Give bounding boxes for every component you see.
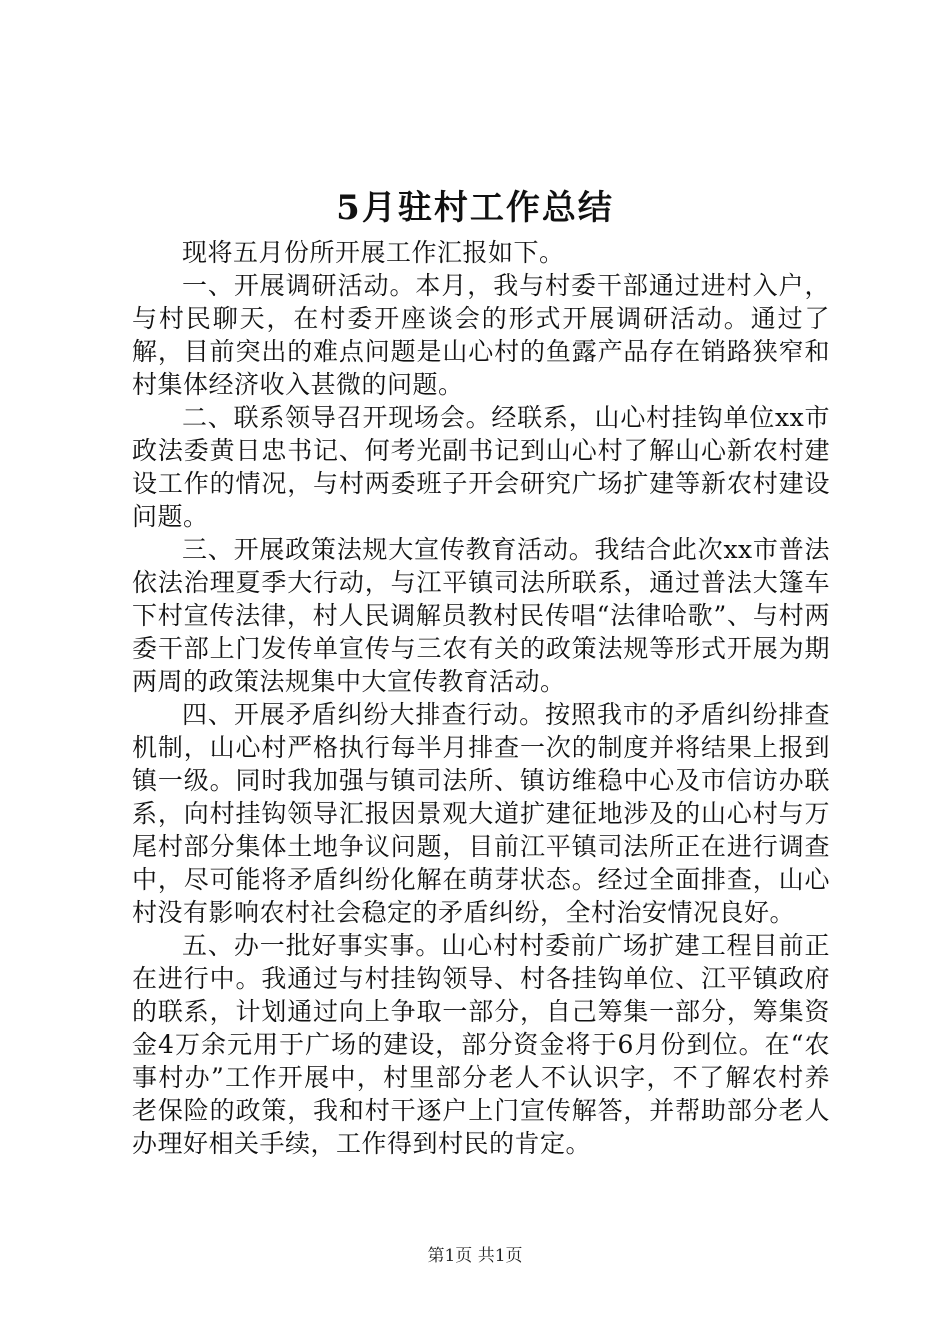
document-body [132,236,830,1160]
document-title: 5月驻村工作总结 [336,188,614,228]
paragraph-intro: 现将五月份所开展工作汇报如下。 [182,238,565,267]
paragraph-practical-work: 五、办一批好事实事。山心村村委前广场扩建工程目前正在进行中。我通过与村挂钩领导、村各挂钩单位、江平镇政府的联系，计划通过向上争取一部分，自己筹集一部分，筹集资金4万余元用于广场的建设，部分资金将于6月份到位。在“农事村办”工作开展中，村里部分老人不认识字，不了解农村养老保险的政策，我和村干逐户上门宣传解答，并帮助部分老人办理好相关手续，工作得到村民的肯定。 [132,931,830,1158]
page-number-footer: 第1页 共1页 [427,1246,523,1266]
paragraph-law-education: 三、开展政策法规大宣传教育活动。我结合此次xx市普法依法治理夏季大行动，与江平镇司法所联系，通过普法大篷车下村宣传法律，村人民调解员教村民传唱“法律哈歌”、与村两委干部上门发传单宣传与三农有关的政策法规等形式开展为期两周的政策法规集中大宣传教育活动。 [132,535,830,696]
paragraph-dispute-resolution: 四、开展矛盾纠纷大排查行动。按照我市的矛盾纠纷排查机制，山心村严格执行每半月排查一次的制度并将结果上报到镇一级。同时我加强与镇司法所、镇访维稳中心及市信访办联系，向村挂钩领导汇报因景观大道扩建征地涉及的山心村与万尾村部分集体土地争议问题，目前江平镇司法所正在进行调查中，尽可能将矛盾纠纷化解在萌芽状态。经过全面排查，山心村没有影响农村社会稳定的矛盾纠纷，全村治安情况良好。 [132,700,830,927]
paragraph-leadership-meeting: 二、联系领导召开现场会。经联系，山心村挂钩单位xx市政法委黄日忠书记、何考光副书记到山心村了解山心新农村建设工作的情况，与村两委班子开会研究广场扩建等新农村建设问题。 [132,403,830,531]
paragraph-research: 一、开展调研活动。本月，我与村委干部通过进村入户，与村民聊天，在村委开座谈会的形式开展调研活动。通过了解，目前突出的难点问题是山心村的鱼露产品存在销路狭窄和村集体经济收入甚微的问题。 [132,271,830,399]
